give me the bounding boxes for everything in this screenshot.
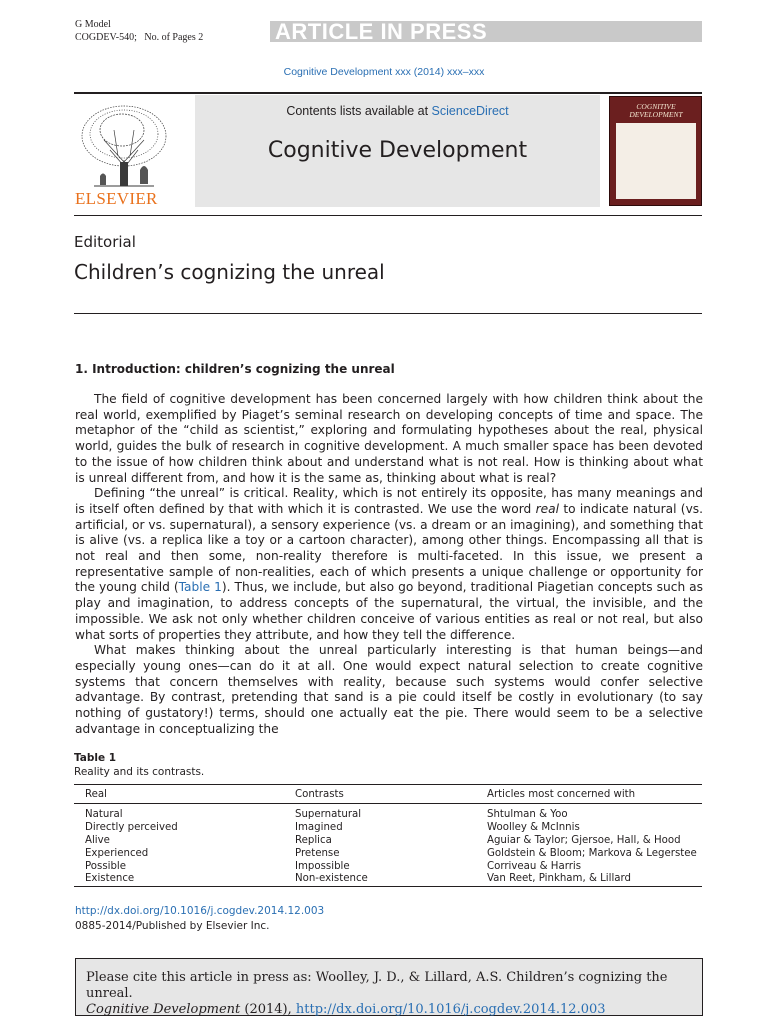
table-cell: Directly perceived bbox=[85, 822, 178, 833]
table-cell: Experienced bbox=[85, 848, 149, 859]
table-cell: Van Reet, Pinkham, & Lillard bbox=[487, 873, 632, 884]
table-cell: Replica bbox=[295, 835, 332, 846]
table-caption: Reality and its contrasts. bbox=[74, 766, 205, 778]
table-cell: Woolley & McInnis bbox=[487, 822, 580, 833]
table-rule-bottom bbox=[74, 886, 702, 887]
table-cell: Supernatural bbox=[295, 809, 362, 820]
journal-cover-panel bbox=[616, 123, 696, 199]
article-type: Editorial bbox=[74, 233, 136, 251]
table-rule-mid bbox=[74, 803, 702, 804]
journal-cover-title: COGNITIVE DEVELOPMENT bbox=[629, 102, 683, 119]
article-title: Children’s cognizing the unreal bbox=[74, 260, 385, 284]
ref-code-line bbox=[75, 31, 203, 44]
title-rule bbox=[74, 313, 702, 314]
cite-journal: Cognitive Development bbox=[86, 1002, 241, 1017]
contents-prefix: Contents lists available at bbox=[286, 104, 432, 118]
masthead-rule bbox=[74, 215, 702, 216]
table-cell: Corriveau & Harris bbox=[487, 861, 582, 872]
journal-citation-line[interactable]: Cognitive Development xxx (2014) xxx–xxx bbox=[283, 66, 485, 78]
paragraph-3: What makes thinking about the unreal particularly interesting is that human beings—and especially young ones—can do it at all. One would expect natural selection to create cognitive systems that concern themselves with reality, because such systems would confer selective advantage. By contrast, pretending that sand is a pie could itself be costly in evolutionary (to say nothing of gustatory!) terms, should one actually eat the pie. There would seem to be a selective advantage in conceptualizing the bbox=[75, 643, 703, 736]
table-cell: Impossible bbox=[295, 861, 350, 872]
table-cell: Possible bbox=[85, 861, 127, 872]
table-cell: Natural bbox=[85, 809, 123, 820]
table-cell: Aguiar & Taylor; Gjersoe, Hall, & Hood bbox=[487, 835, 681, 846]
cite-text: Please cite this article in press as: Woolley, J. D., & Lillard, A.S. Children’s cognizing the unreal. bbox=[86, 970, 668, 1001]
table-cell: Existence bbox=[85, 873, 135, 884]
article-in-press-banner: ARTICLE IN PRESS bbox=[270, 21, 702, 42]
gmodel-label: G Model bbox=[75, 19, 111, 30]
table-1-link[interactable]: Table 1 bbox=[178, 580, 222, 595]
table-cell: Shtulman & Yoo bbox=[487, 809, 568, 820]
paragraph-2 bbox=[75, 486, 703, 643]
header-model-info bbox=[75, 18, 203, 44]
journal-title: Cognitive Development bbox=[267, 138, 528, 163]
para2-text-b: to indicate natural (vs. artificial, or vs. supernatural), a sensory experience (vs. a dream or an imagining), and something that is alive (vs. a replica like a toy or a cartoon character), among other things. Encompassing all that is not real and then some, non-reality therefore is multi-faceted. In this issue, we present a representative sample of non-realities, each of which presents a unique challenge or opportunity for the young child ( bbox=[75, 501, 704, 595]
cite-doi-link[interactable]: http://dx.doi.org/10.1016/j.cogdev.2014.12.003 bbox=[295, 1002, 606, 1017]
para2-text-c: ). Thus, we include, but also go beyond, traditional Piagetian concepts such as play and imagination, to address concepts of the supernatural, the virtual, the invisible, and the impossible. We ask not only whether children conceive of various entities as real or not real, but also what sorts of properties they attribute, and how they tell the difference. bbox=[75, 580, 703, 642]
cite-year: (2014), bbox=[240, 1002, 296, 1017]
table-cell: Goldstein & Bloom; Markova & Legerstee bbox=[487, 848, 697, 859]
table-header-contrasts: Contrasts bbox=[295, 789, 344, 800]
doi-link[interactable]: http://dx.doi.org/10.1016/j.cogdev.2014.12.003 bbox=[75, 905, 325, 917]
para2-text-a: Defining “the unreal” is critical. Reality, which is not entirely its opposite, has many meanings and is itself often defined by that with which it is contrasted. We use the word bbox=[75, 486, 703, 516]
header-rule bbox=[74, 92, 702, 94]
issn-line: 0885-2014/Published by Elsevier Inc. bbox=[75, 920, 270, 932]
para2-italic: real bbox=[535, 501, 559, 516]
citation-box bbox=[75, 958, 703, 1016]
table-rule-top bbox=[74, 784, 702, 785]
table-cell: Pretense bbox=[295, 848, 340, 859]
section-heading: 1. Introduction: children’s cognizing the unreal bbox=[75, 362, 395, 376]
paragraph-1: The field of cognitive development has been concerned largely with how children think about the real world, exemplified by Piaget’s seminal research on developing concepts of time and space. The metaphor of the “child as scientist,” exploring and formulating hypotheses about the real, physical world, guides the bulk of research in cognitive development. A much smaller space has been devoted to the issue of how children think about and understand what is not real. How is thinking about what is unreal different from, and how it is the same as, thinking about what is real? bbox=[75, 392, 703, 485]
table-cell: Non-existence bbox=[295, 873, 368, 884]
table-cell: Imagined bbox=[295, 822, 343, 833]
article-body bbox=[75, 392, 703, 737]
ref-code: COGDEV-540; bbox=[75, 32, 137, 43]
sciencedirect-link[interactable]: ScienceDirect bbox=[431, 104, 509, 118]
table-cell: Alive bbox=[85, 835, 110, 846]
table-header-real: Real bbox=[85, 789, 107, 800]
elsevier-wordmark: ELSEVIER bbox=[75, 189, 158, 208]
table-header-articles: Articles most concerned with bbox=[487, 789, 636, 800]
contents-available-line bbox=[195, 104, 600, 118]
page-count: No. of Pages 2 bbox=[144, 32, 204, 43]
table-label: Table 1 bbox=[74, 752, 117, 764]
